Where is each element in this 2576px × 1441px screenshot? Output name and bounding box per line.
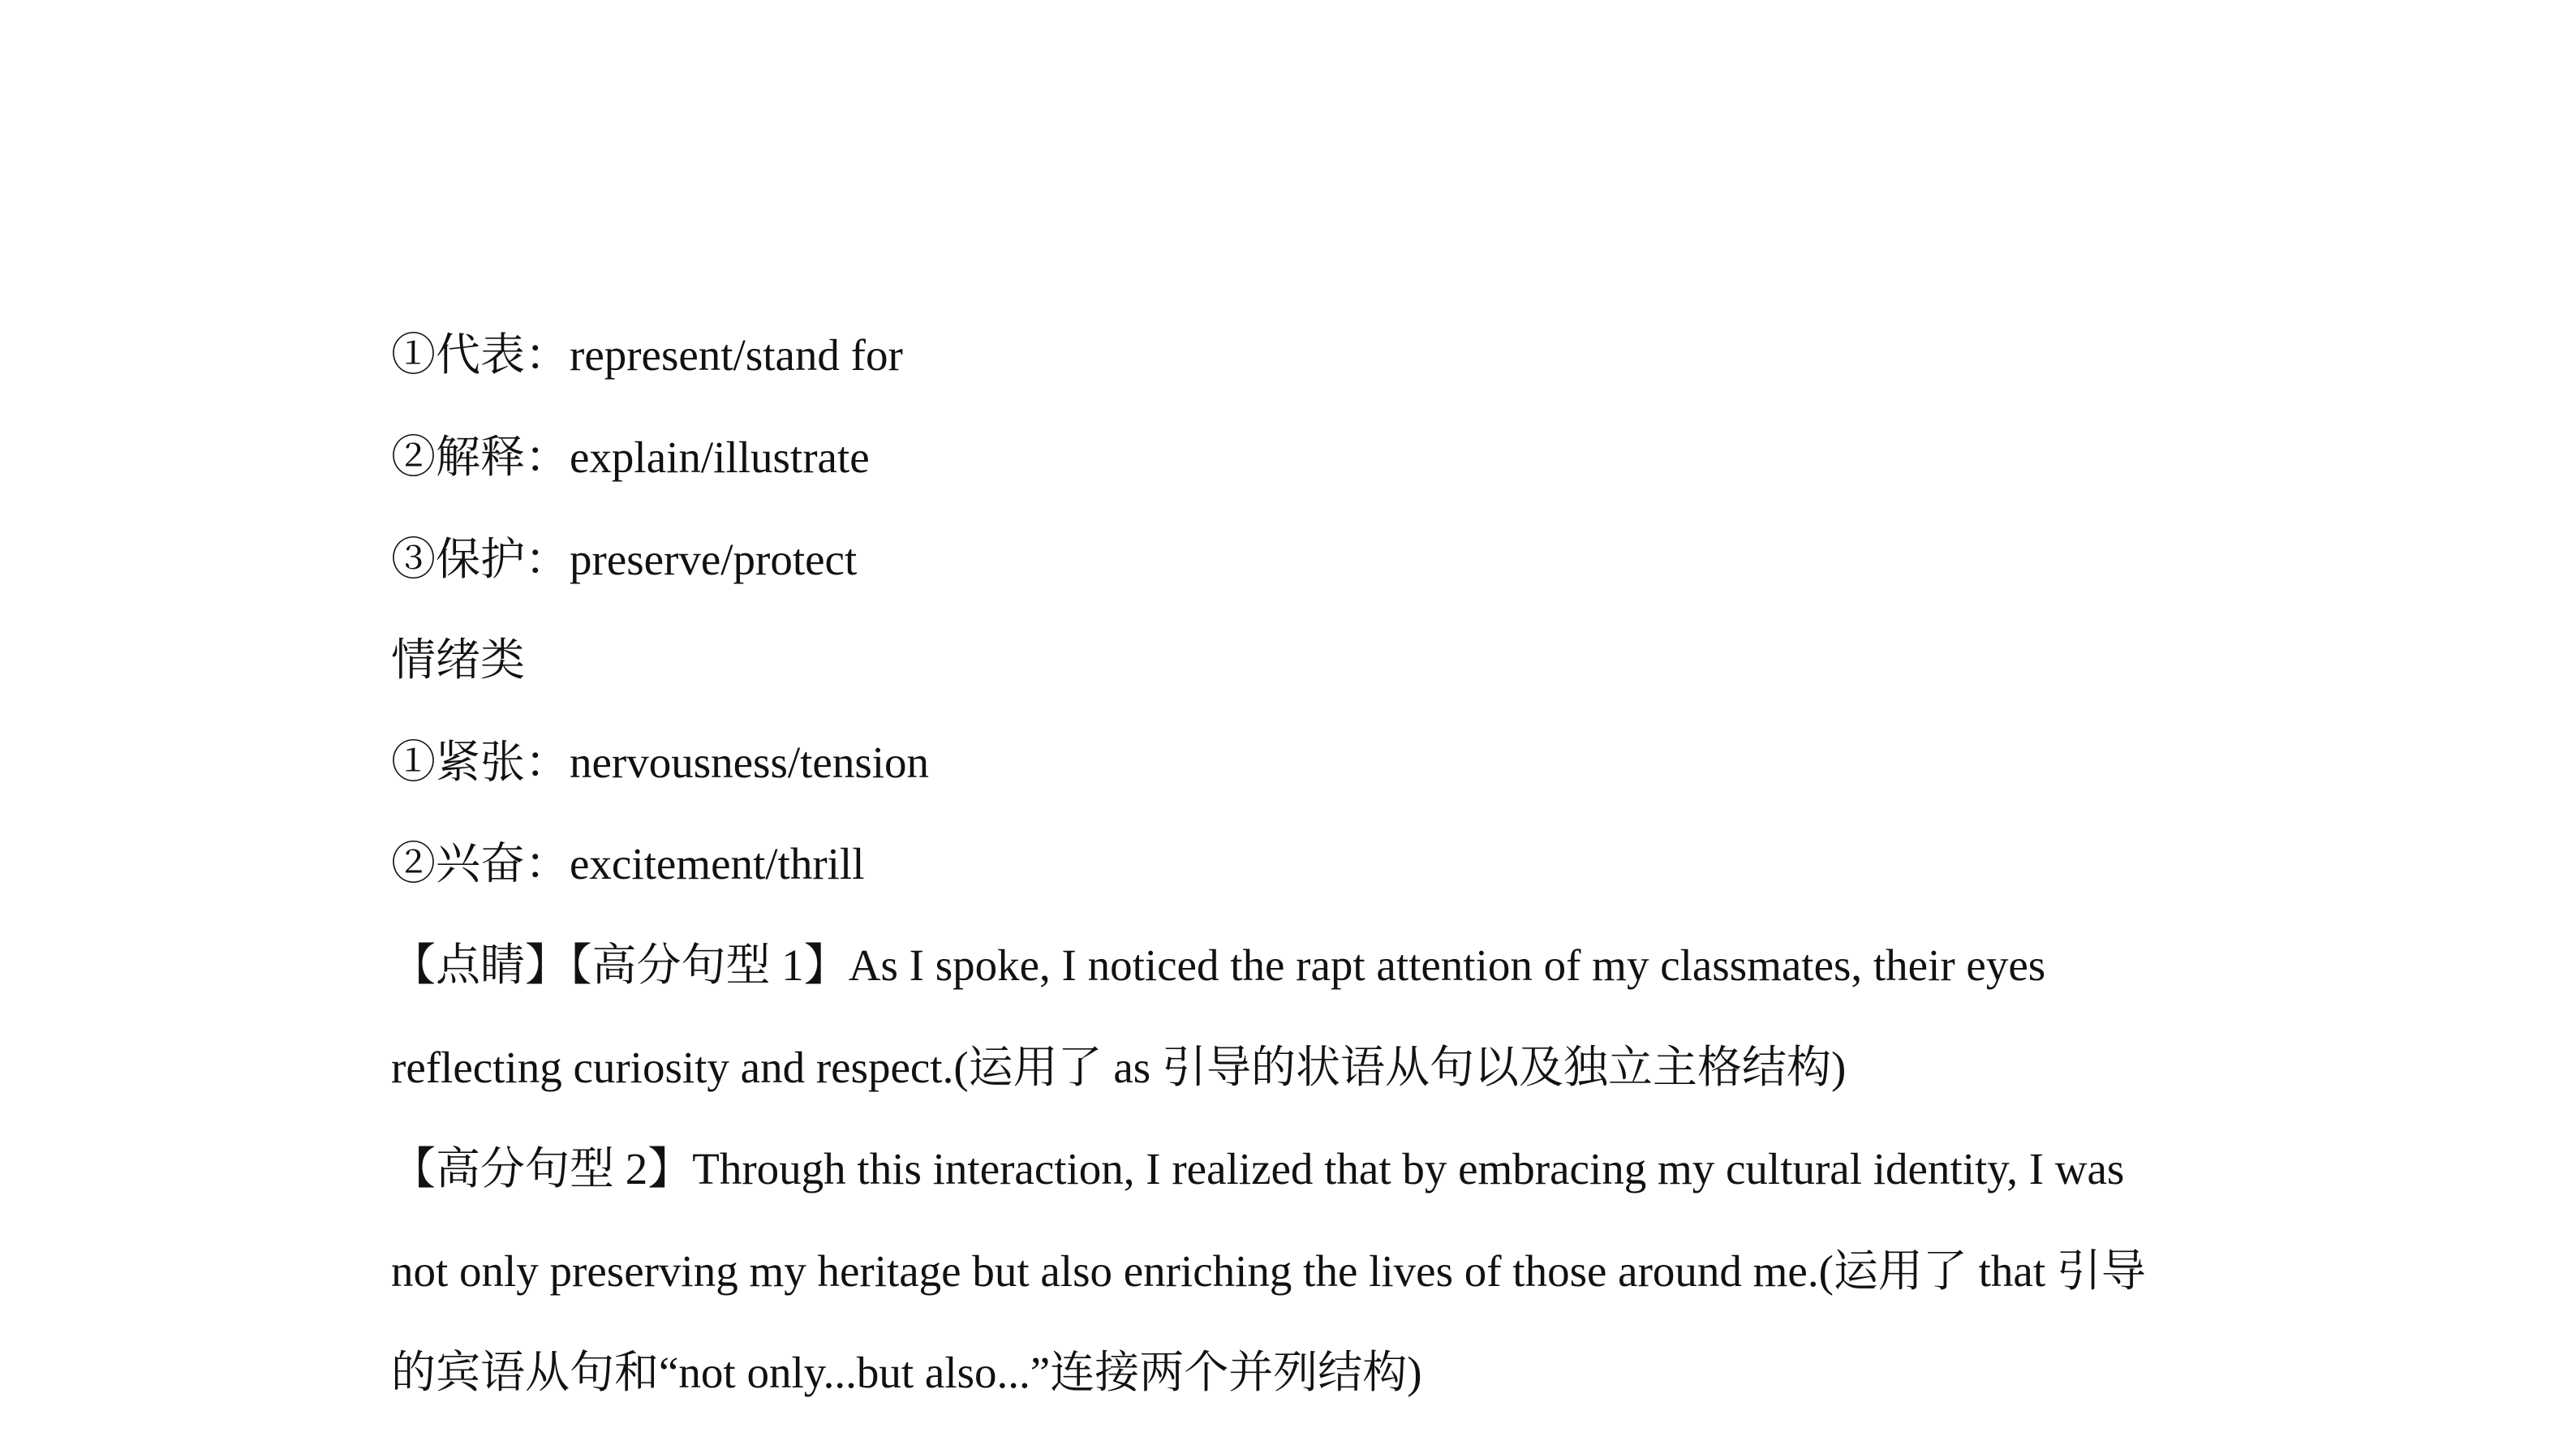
sentence-1-line-1: 【点睛】【高分句型 1】As I spoke, I noticed the rapt attention of my classmates, their eyes bbox=[391, 940, 2046, 990]
vocab-protect: ③保护：preserve/protect bbox=[391, 535, 858, 584]
vocab-excitement: ②兴奋：excitement/thrill bbox=[391, 839, 865, 888]
vocab-represent: ①代表：represent/stand for bbox=[391, 330, 903, 380]
sentence-2-line-2: not only preserving my heritage but also enriching the lives of those around me.(运用了 that 引导 bbox=[391, 1246, 2146, 1296]
sentence-2-line-3: 的宾语从句和“not only...but also...”连接两个并列结构) bbox=[391, 1348, 1422, 1397]
vocab-explain: ②解释：explain/illustrate bbox=[391, 432, 870, 482]
sentence-1-line-2: reflecting curiosity and respect.(运用了 as 引导的状语从句以及独立主格结构) bbox=[391, 1043, 1847, 1092]
section-heading-emotion: 情绪类 bbox=[391, 635, 526, 685]
vocab-nervous: ①紧张：nervousness/tension bbox=[391, 738, 930, 787]
sentence-2-line-1: 【高分句型 2】Through this interaction, I realized that by embracing my cultural identity, I was bbox=[391, 1144, 2125, 1194]
